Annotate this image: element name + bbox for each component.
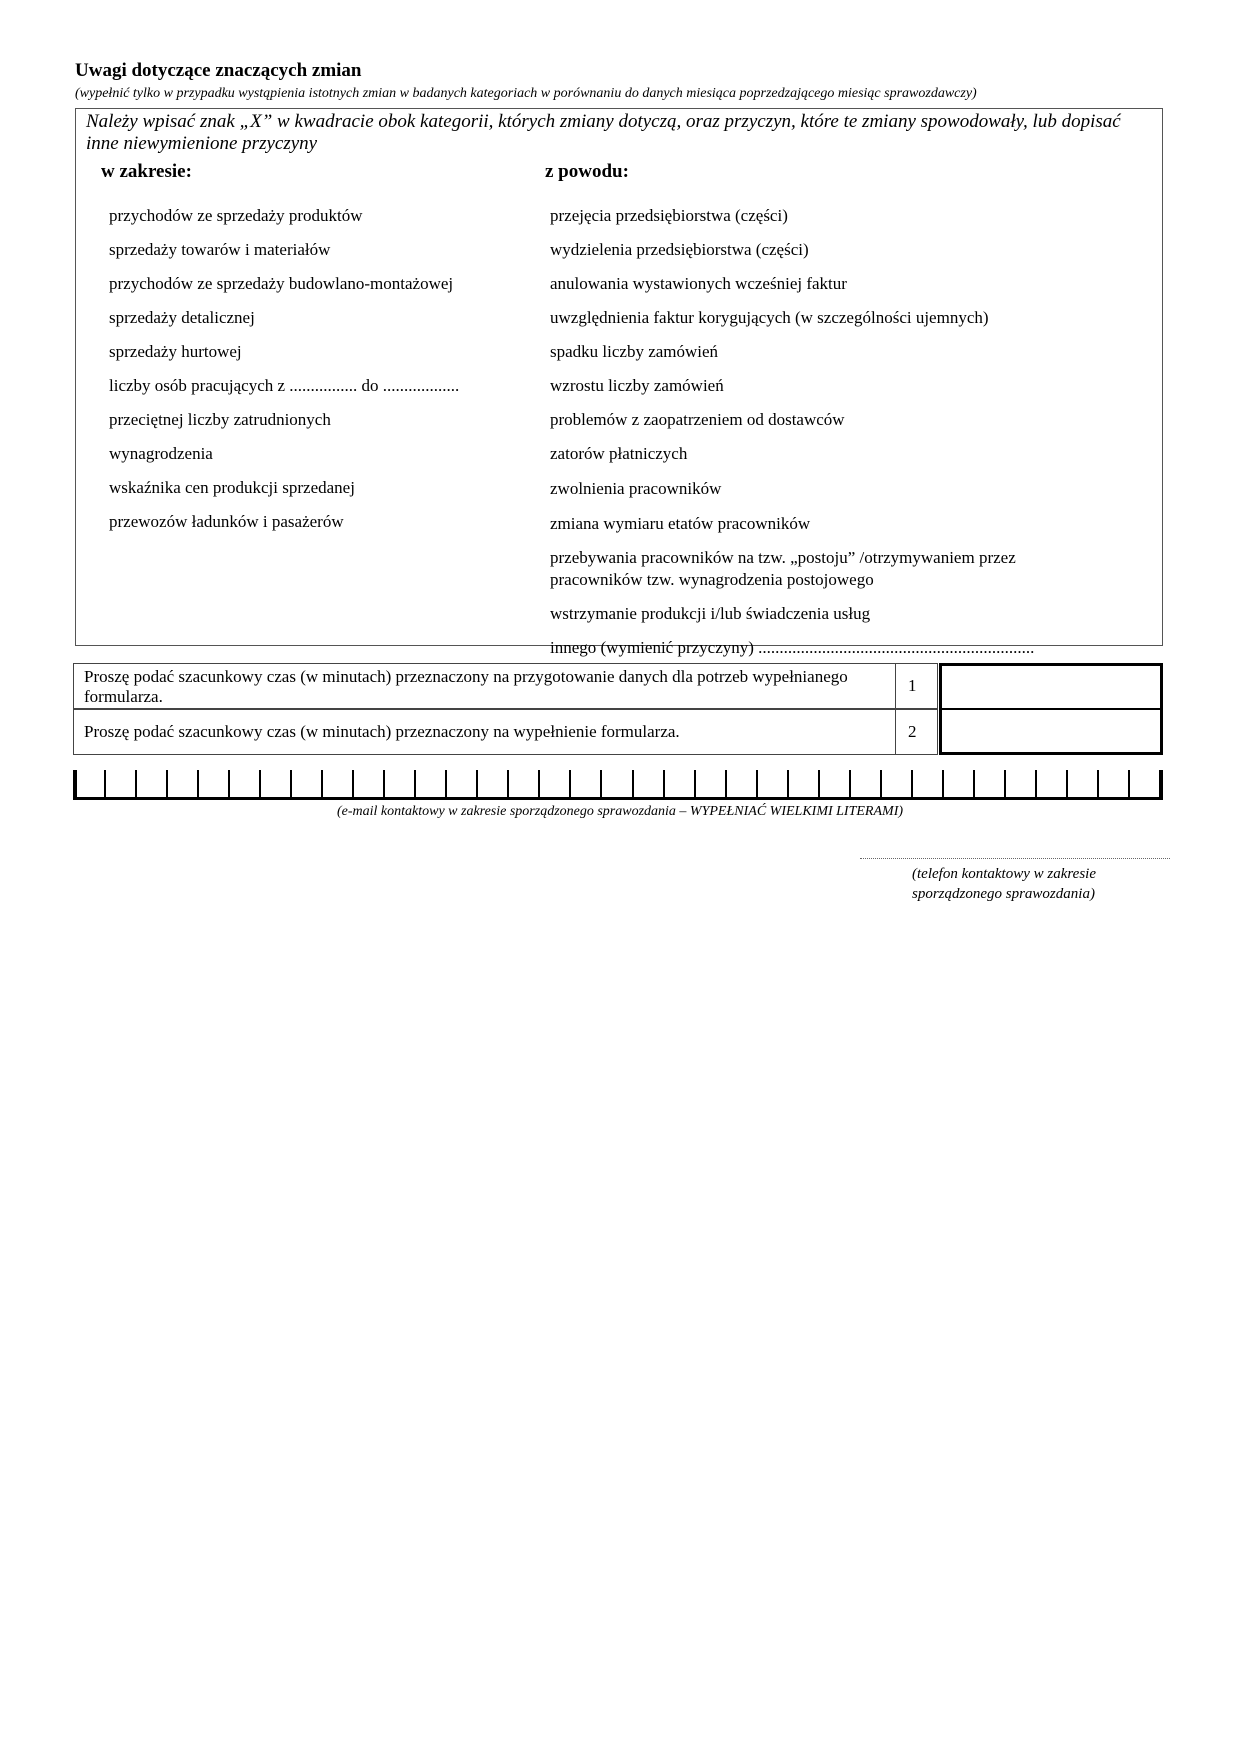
reason-item[interactable]: wzrostu liczby zamówień: [550, 376, 724, 395]
email-char-separator: [787, 770, 789, 797]
reason-item[interactable]: zwolnienia pracowników: [550, 479, 722, 498]
email-char-separator: [383, 770, 385, 797]
email-char-separator: [1159, 770, 1163, 797]
email-char-separator: [538, 770, 540, 797]
prep-time-input[interactable]: [939, 663, 1163, 709]
scope-item[interactable]: przeciętnej liczby zatrudnionych: [109, 410, 331, 429]
scope-item[interactable]: sprzedaży towarów i materiałów: [109, 240, 331, 259]
email-char-separator: [104, 770, 106, 797]
email-char-separator: [973, 770, 975, 797]
scope-item[interactable]: przychodów ze sprzedaży produktów: [109, 206, 363, 225]
scope-item[interactable]: wskaźnika cen produkcji sprzedanej: [109, 478, 355, 497]
email-char-separator: [445, 770, 447, 797]
reason-item[interactable]: spadku liczby zamówień: [550, 342, 719, 361]
email-char-separator: [73, 770, 77, 797]
time-row-number: 2: [896, 709, 938, 755]
time-row-label: Proszę podać szacunkowy czas (w minutach) przeznaczony na przygotowanie danych dla potrzeb wypełnianego formularza.: [73, 663, 896, 709]
scope-item[interactable]: wynagrodzenia: [109, 444, 213, 463]
time-estimate-table: [73, 663, 1163, 755]
email-char-separator: [569, 770, 571, 797]
email-char-separator: [476, 770, 478, 797]
reason-item[interactable]: zatorów płatniczych: [550, 444, 688, 463]
section-title: Uwagi dotyczące znaczących zmian: [75, 60, 362, 81]
scope-item[interactable]: przewozów ładunków i pasażerów: [109, 512, 344, 531]
email-char-separator: [818, 770, 820, 797]
scope-item[interactable]: sprzedaży detalicznej: [109, 308, 255, 327]
email-char-separator: [166, 770, 168, 797]
email-char-separator: [197, 770, 199, 797]
reason-item[interactable]: wydzielenia przedsiębiorstwa (części): [550, 240, 809, 259]
email-char-separator: [135, 770, 137, 797]
email-char-separator: [880, 770, 882, 797]
email-char-separator: [1066, 770, 1068, 797]
email-char-separator: [507, 770, 509, 797]
email-char-separator: [321, 770, 323, 797]
reason-item[interactable]: przejęcia przedsiębiorstwa (części): [550, 206, 788, 225]
email-char-separator: [942, 770, 944, 797]
email-char-separator: [849, 770, 851, 797]
email-char-separator: [663, 770, 665, 797]
email-char-separator: [228, 770, 230, 797]
email-char-separator: [352, 770, 354, 797]
email-char-separator: [1097, 770, 1099, 797]
time-row: [73, 663, 1163, 709]
email-input-boxes[interactable]: [73, 770, 1163, 800]
email-char-separator: [259, 770, 261, 797]
instruction-text: Należy wpisać znak „X” w kwadracie obok kategorii, których zmiany dotyczą, oraz przyczyn, które te zmiany spowodowały, lub dopisać inne niewymienione przyczyny: [86, 111, 1121, 154]
scope-item[interactable]: przychodów ze sprzedaży budowlano-montażowej: [109, 274, 454, 293]
email-char-separator: [756, 770, 758, 797]
email-char-separator: [1035, 770, 1037, 797]
phone-caption: (telefon kontaktowy w zakresie sporządzonego sprawozdania): [912, 866, 1096, 902]
email-caption: (e-mail kontaktowy w zakresie sporządzonego sprawozdania – WYPEŁNIAĆ WIELKIMI LITERAMI): [336, 804, 904, 819]
reason-item[interactable]: wstrzymanie produkcji i/lub świadczenia usług: [550, 604, 871, 623]
reason-item[interactable]: innego (wymienić przyczyny) .................................................................: [550, 638, 1035, 657]
email-char-separator: [725, 770, 727, 797]
changes-box: [75, 108, 1163, 657]
scope-item[interactable]: sprzedaży hurtowej: [109, 342, 242, 361]
reason-item[interactable]: anulowania wystawionych wcześniej faktur: [550, 274, 847, 293]
email-char-separator: [1004, 770, 1006, 797]
reason-heading: z powodu:: [545, 161, 629, 182]
section-subtitle: (wypełnić tylko w przypadku wystąpienia istotnych zmian w badanych kategoriach w porównaniu do danych miesiąca poprzedzającego miesiąc sprawozdawczy): [75, 86, 977, 101]
email-char-separator: [911, 770, 913, 797]
scope-item[interactable]: liczby osób pracujących z ................ do ..................: [109, 376, 460, 395]
phone-input-line[interactable]: [860, 858, 1170, 859]
time-row: [73, 709, 1163, 755]
reason-item[interactable]: przebywania pracowników na tzw. „postoju” /otrzymywaniem przez pracowników tzw. wynagrodzenia postojowego: [550, 548, 1016, 589]
email-char-separator: [1128, 770, 1130, 797]
email-char-separator: [600, 770, 602, 797]
fill-time-input[interactable]: [939, 709, 1163, 755]
email-char-separator: [414, 770, 416, 797]
email-char-separator: [290, 770, 292, 797]
time-row-number: 1: [896, 663, 938, 709]
email-char-separator: [694, 770, 696, 797]
email-char-separator: [632, 770, 634, 797]
scope-heading: w zakresie:: [101, 161, 192, 182]
reason-item[interactable]: problemów z zaopatrzeniem od dostawców: [550, 410, 845, 429]
time-row-label: Proszę podać szacunkowy czas (w minutach) przeznaczony na wypełnienie formularza.: [73, 709, 896, 755]
reason-item[interactable]: zmiana wymiaru etatów pracowników: [550, 514, 811, 533]
reason-item[interactable]: uwzględnienia faktur korygujących (w szczególności ujemnych): [550, 308, 989, 327]
